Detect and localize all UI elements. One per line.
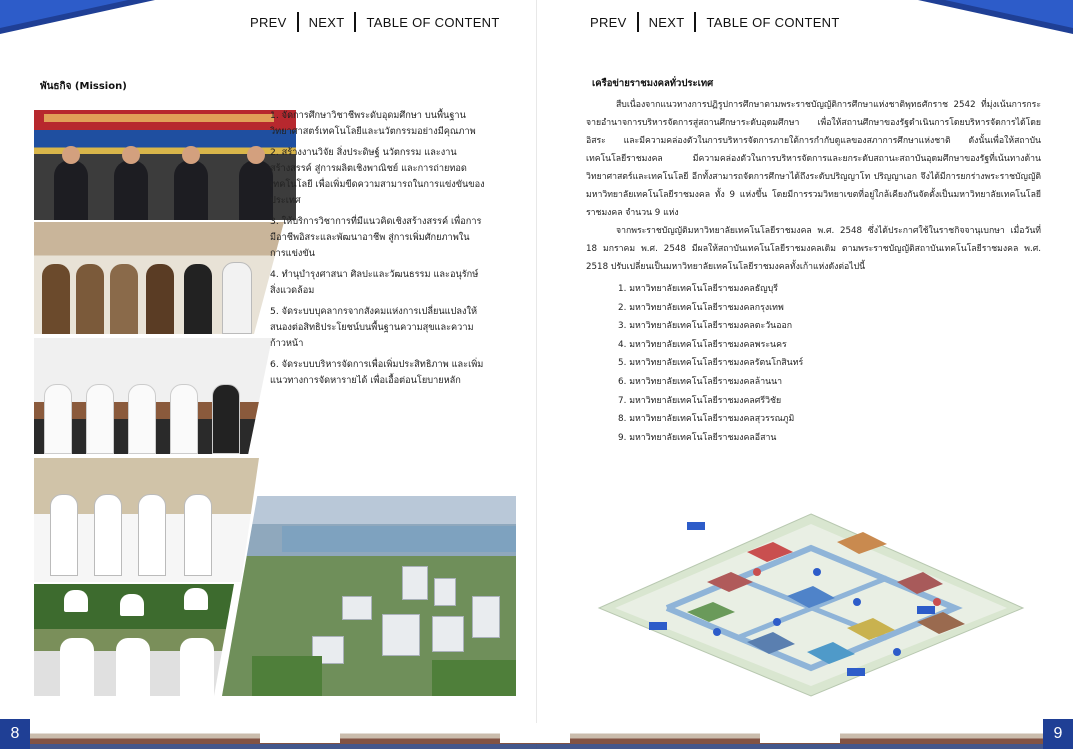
mission-title: พันธกิจ (Mission) — [40, 81, 127, 92]
prev-button-left[interactable]: PREV — [250, 14, 287, 30]
next-button-left[interactable]: NEXT — [308, 14, 345, 30]
mission-list — [270, 108, 485, 394]
university-item: 8. มหาวิทยาลัยเทคโนโลยีราชมงคลสุวรรณภูมิ — [618, 414, 795, 425]
university-item: 5. มหาวิทยาลัยเทคโนโลยีราชมงคลรัตนโกสินทร์ — [618, 358, 804, 369]
mission-item: 5. จัดระบบบุคลากรจากสังคมแห่งการเปลี่ยนแปลงให้สนองต่อสิทธิประโยชน์บนพื้นฐานความสุขและความก้าวหน้า — [270, 306, 478, 349]
music-band-photo — [34, 458, 259, 582]
mission-item: 1. จัดการศึกษาวิชาชีพระดับอุดมศึกษา บนพื้นฐานวิทยาศาสตร์เทคโนโลยีและนวัตกรรมอย่างมีคุณภาพ — [270, 110, 476, 137]
toc-button-left[interactable]: TABLE OF CONTENT — [366, 14, 500, 30]
network-paragraph-2: จากพระราชบัญญัติมหาวิทยาลัยเทคโนโลยีราชมงคล พ.ศ. 2548 ซึ่งได้ประกาศใช้ในราชกิจจานุเบกษา เมื่อวันที่ 18 มกราคม พ.ศ. 2548 มีผลให้สถาบันเทคโนโลยีราชมงคลเดิม ตามพระราชบัญญัติสถาบันเทคโนโลยีราชมงคล พ.ศ. 2518 ปรับเปลี่ยนเป็นมหาวิทยาลัยเทคโนโลยีราชมงคลทั้งเก้าแห่งดังต่อไปนี้ — [586, 226, 1041, 272]
laboratory-students-photo — [34, 222, 284, 334]
mission-item: 2. สร้างงานวิจัย สิ่งประดิษฐ์ นวัตกรรม และงานสร้างสรรค์ สู่การผลิตเชิงพาณิชย์ และการถ่ายทอดเทคโนโลยี เพื่อเพิ่มขีดความสามารถในการแข่งขันของประเทศ — [270, 147, 485, 206]
network-paragraph-1: สืบเนื่องจากแนวทางการปฏิรูปการศึกษาตามพระราชบัญญัติการศึกษาแห่งชาติพุทธศักราช 2542 ที่มุ่งเน้นการกระจายอำนาจการบริหารจัดการสู่สถานศึกษาระดับอุดมศึกษา เพื่อให้สถานศึกษาของรัฐดำเนินการโดยบริหารจัดการได้โดยอิสระ และมีความคล่องตัวในการบริหารจัดการภายใต้การกำกับดูแลของสภาการศึกษาแห่งชาติ ดังนั้นเพื่อให้สถาบันเทคโนโลยีราชมงคล มีความคล่องตัวในการบริหารจัดการและยกระดับสถานะสถาบันอุดมศึกษาของรัฐที่เน้นทางด้านวิทยาศาสตร์และเทคโนโลยี อีกทั้งสามารถจัดการศึกษาได้ถึงระดับปริญญาโท ปริญญาเอก จึงได้มีการยกร่างพระราชบัญญัติมหาวิทยาลัยเทคโนโลยีราชมงคล ทั้ง 9 แห่งขึ้น โดยมีการรวมวิทยาเขตที่อยู่ใกล้เคียงกันจัดตั้งเป็นมหาวิทยาลัยเทคโนโลยีราชมงคล จำนวน 9 แห่ง — [586, 100, 1041, 218]
mission-item: 4. ทำนุบำรุงศาสนา ศิลปะและวัฒนธรรม และอนุรักษ์สิ่งแวดล้อม — [270, 269, 479, 296]
mission-item: 6. จัดระบบบริหารจัดการเพื่อเพิ่มประสิทธิภาพ และเพิ่มแนวทางการจัดหารายได้ เพื่อเอื้อต่อนโยบายหลัก — [270, 359, 484, 386]
culinary-students-photo — [34, 584, 234, 696]
page-number-left: 8 — [0, 719, 30, 749]
network-title: เครือข่ายราชมงคลทั่วประเทศ — [592, 78, 714, 89]
university-item: 2. มหาวิทยาลัยเทคโนโลยีราชมงคลกรุงเทพ — [618, 302, 784, 313]
university-item: 4. มหาวิทยาลัยเทคโนโลยีราชมงคลพระนคร — [618, 339, 787, 350]
university-item: 9. มหาวิทยาลัยเทคโนโลยีราชมงคลอีสาน — [618, 432, 777, 443]
nav-bar-left — [240, 12, 510, 32]
next-button-right[interactable]: NEXT — [648, 14, 685, 30]
nav-bar-right — [580, 12, 850, 32]
university-item: 6. มหาวิทยาลัยเทคโนโลยีราชมงคลล้านนา — [618, 376, 783, 387]
spread-divider — [536, 0, 537, 749]
university-item: 3. มหาวิทยาลัยเทคโนโลยีราชมงคลตะวันออก — [618, 321, 793, 332]
university-list — [618, 280, 803, 447]
campus-aerial-photo — [222, 496, 516, 696]
university-item: 1. มหาวิทยาลัยเทคโนโลยีราชมงคลธัญบุรี — [618, 284, 778, 294]
university-item: 7. มหาวิทยาลัยเทคโนโลยีราชมงคลศรีวิชัย — [618, 395, 782, 406]
campus-map-illustration — [597, 512, 1025, 698]
top-right-corner-stripe — [945, 0, 1073, 28]
top-left-corner-stripe — [0, 0, 128, 28]
page-number-right: 9 — [1043, 719, 1073, 749]
video-production-photo — [34, 338, 272, 454]
signing-ceremony-photo — [34, 110, 296, 220]
footer — [0, 719, 1073, 749]
prev-button-right[interactable]: PREV — [590, 14, 627, 30]
toc-button-right[interactable]: TABLE OF CONTENT — [706, 14, 840, 30]
mission-item: 3. ให้บริการวิชาการที่มีแนวคิดเชิงสร้างสรรค์ เพื่อการมีอาชีพอิสระและพัฒนาอาชีพ สู่การเพิ่มศักยภาพในการแข่งขัน — [270, 216, 482, 259]
